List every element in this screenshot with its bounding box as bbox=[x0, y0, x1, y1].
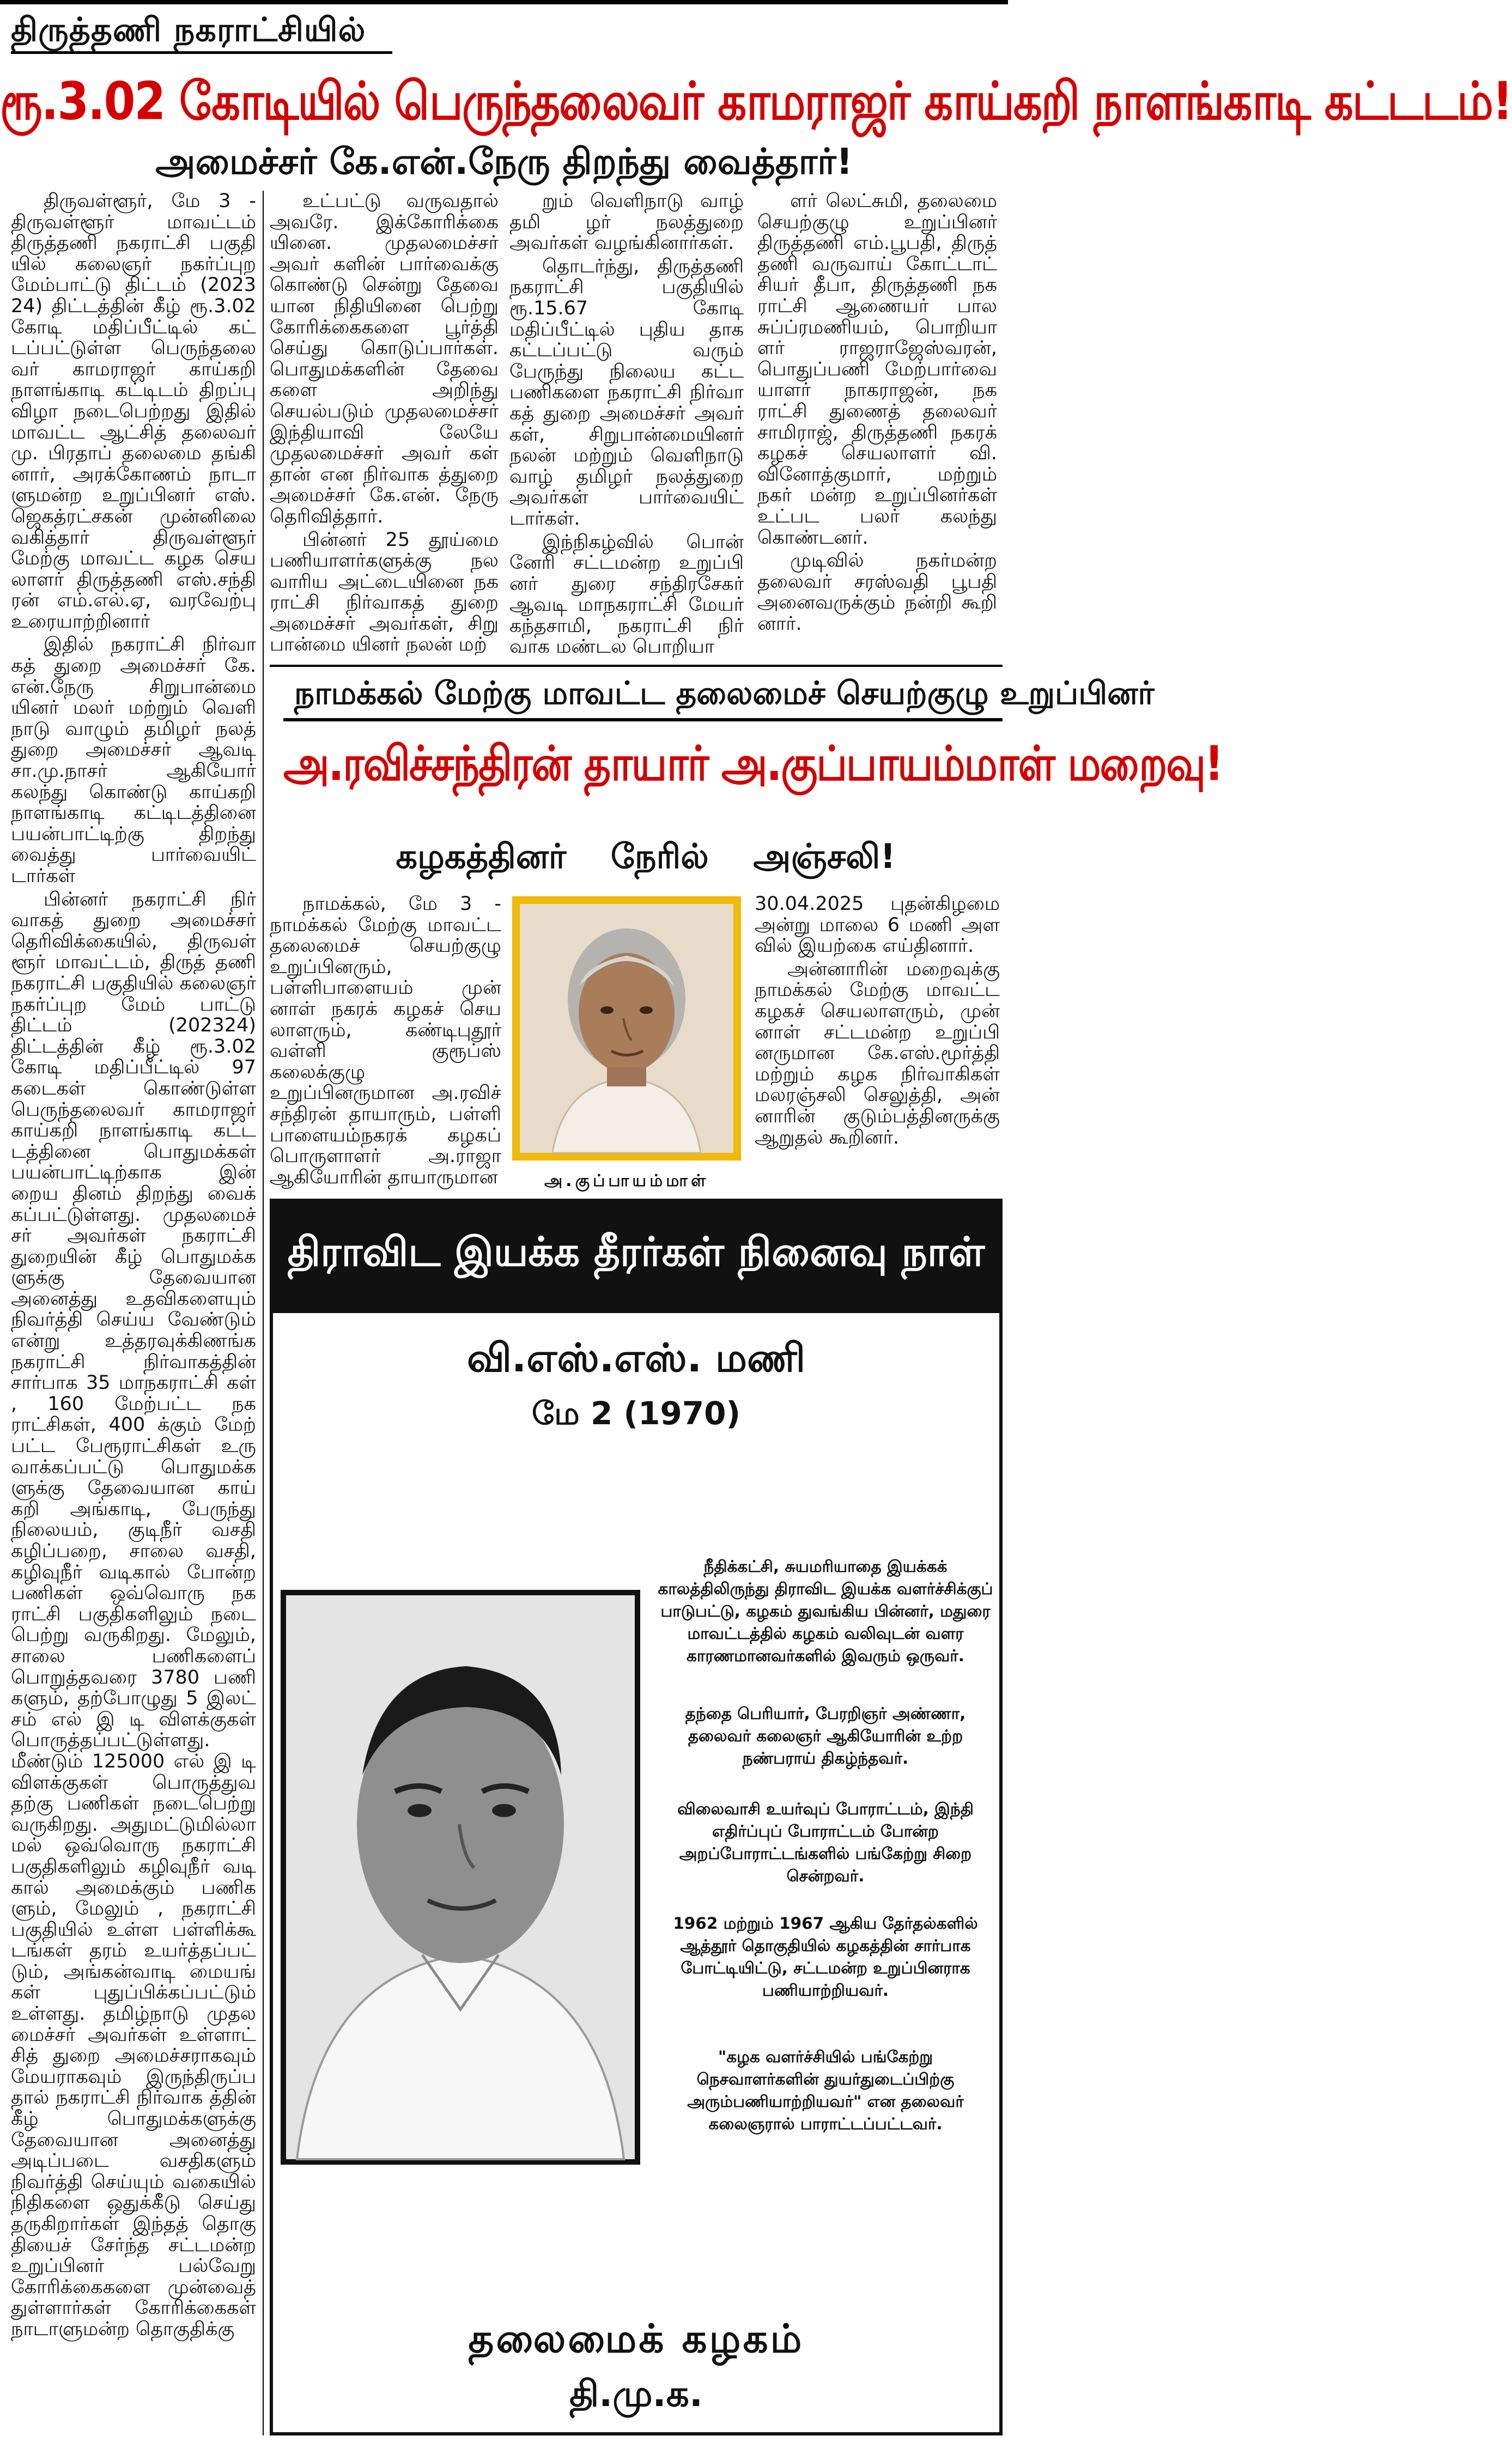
article1-paragraph: பின்னர் நகராட்சி நிர் வாகத் துறை அமைச்சர் தெரிவிக்கையில், திருவள் ளூர் மாவட்டம், திருத் தணி நகராட்சி பகுதியில் கலைஞர் நகர்ப்புற மேம் பாட்டு திட்டம் (202324) திட்டத்தின் கீழ் ரூ.3.02 கோடி மதிப்பீட்டில் 97 கடைகள் கொண்டுள்ள பெருந்தலைவர் காமராஜர் காய்கறி நாளங்காடி கட்ட டத்தினை பொதுமக்கள் பயன்பாட்டிற்காக இன் றைய தினம் திறந்து வைக் கப்பட்டுள்ளது. முதலமைச் சர் அவர்கள் நகராட்சி துறையின் கீழ் பொதுமக்க ளுக்கு தேவையான அனைத்து உதவிகளையும் நிவர்த்தி செய்ய வேண்டும் என்று உத்தரவுக்கிணங்க நகராட்சி நிர்வாகத்தின் சார்பாக 35 மாநகராட்சி கள் , 160 மேற்பட்ட நக ராட்சிகள், 400 க்கும் மேற் பட்ட பேரூராட்சிகள் உரு வாக்கப்பட்டு பொதுமக்க ளுக்கு தேவையான காய் கறி அங்காடி, பேருந்து நிலையம், குடிநீர் வசதி கழிப்பறை, சாலை வசதி, கழிவுநீர் வடிகால் போன்ற பணிகள் ஒவ்வொரு நக ராட்சி பகுதிகளிலும் நடை பெற்று வருகிறது. மேலும், சாலை பணிகளைப் பொறுத்தவரை 3780 பணி களும், தற்போழுது 5 இலட் சம் எல் இ டி விளக்குகள் பொருத்தப்பட்டுள்ளது. மீண்டும் 125000 எல் இ டி விளக்குகள் பொருத்துவ தற்கு பணிகள் நடைபெற்று வருகிறது. அதுமட்டுமில்லா மல் ஒவ்வொரு நகராட்சி பகுதிகளிலும் கழிவுநீர் வடி கால் அமைக்கும் பணிக ளும், மேலும் , நகராட்சி பகுதியில் உள்ள பள்ளிக்கூ டங்கள் தரம் உயர்த்தப்பட் டும், அங்கன்வாடி மையங் கள் புதுப்பிக்கப்பட்டும் உள்ளது. தமிழ்நாடு முதல மைச்சர் அவர்கள் உள்ளாட் சித் துறை அமைச்சராகவும் மேயராகவும் இருந்திருப்ப தால் நகராட்சி நிர்வாக த்தின் கீழ் பொதுமக்களுக்கு தேவையான அனைத்து அடிப்படை வசதிகளும் நிவர்த்தி செய்யும் வகையில் நிதிகளை ஒதுக்கீடு செய்து தருகிறார்கள் இந்தத் தொகு தியைச் சேர்ந்த சட்டமன்ற உறுப்பினர் பல்வேறு கோரிக்கைகளை முன்வைத் துள்ளார்கள் கோரிக்கைகள் நாடாளுமன்ற தொகுதிக்கு bbox=[11, 888, 256, 2340]
memorial-bio-3: விலைவாசி உயர்வுப் போராட்டம், இந்தி எதிர்ப்புப் போராட்டம் போன்ற அறப்போராட்டங்களில் பங்கேற்று சிறை சென்றவர். bbox=[677, 1800, 974, 1885]
article1-paragraph: திருவள்ளூர், மே 3 - திருவள்ளூர் மாவட்டம் திருத்தணி நகராட்சி பகுதி யில் கலைஞர் நகர்ப்புற மேம்பாட்டு திட்டம் (2023 24) திட்டத்தின் கீழ் ரூ.3.02 கோடி மதிப்பீட்டில் கட் டப்பட்டுள்ள பெருந்தலை வர் காமராஜர் காய்கறி நாளங்காடி கட்டிடம் திறப்பு விழா நடைபெற்றது இதில் மாவட்ட ஆட்சித் தலைவர் மு. பிரதாப் தலைமை தங்கி னார், அரக்கோணம் நாடா ளுமன்ற உறுப்பினர் எஸ். ஜெகத்ரட்சகன் முன்னிலை வகித்தார் திருவள்ளூர் மேற்கு மாவட்ட கழக செய லாளர் திருத்தணி எஸ்.சந்தி ரன் எம்.எல்.ஏ, வரவேற்பு உரையாற்றினார் bbox=[11, 190, 256, 633]
column-divider bbox=[263, 191, 264, 2435]
article2-headline: அ.ரவிச்சந்திரன் தாயார் அ.குப்பாயம்மாள் மறைவு! bbox=[283, 736, 1223, 792]
memorial-date: மே 2 (1970) bbox=[531, 1395, 741, 1432]
article1-paragraph: ளர் லெட்சுமி, தலைமை செயற்குழு உறுப்பினர் திருத்தணி எம்.பூபதி, திருத் தணி வருவாய் கோட்டாட் சியர் தீபா, திருத்தணி நக ராட்சி ஆணையர் பால சுப்ப்ரமணியம், பொறியா ளர் ராஜராஜேஸ்வரன், பொதுப்பணி மேற்பார்வை யாளர் நாகராஜன், நக ராட்சி துணைத் தலைவர் சாமிராஜ், திருத்தணி நகரக் கழகச் செயலாளர் வி. வினோத்குமார், மற்றும் நகர் மன்ற உறுப்பினர்கள் உட்பட பலர் கலந்து கொண்டனர். bbox=[757, 190, 997, 549]
memorial-bio-2: தந்தை பெரியார், பேரறிஞர் அண்ணா, தலைவர் கலைஞர் ஆகியோரின் உற்ற நண்பராய் திகழ்ந்தவர். bbox=[685, 1704, 966, 1767]
article2-paragraph: 30.04.2025 புதன்கிழமை அன்று மாலை 6 மணி அள வில் இயற்கை எய்தினார். bbox=[755, 893, 1000, 957]
memorial-photo-frame bbox=[281, 1590, 640, 2165]
article2-column-left bbox=[270, 894, 501, 1199]
article1-kicker: திருத்தணி நகராட்சியில் bbox=[11, 11, 366, 49]
portrait-photo-frame bbox=[512, 896, 741, 1161]
article1-paragraph: முடிவில் நகர்மன்ற தலைவர் சரஸ்வதி பூபதி அனைவருக்கும் நன்றி கூறி னார். bbox=[757, 550, 997, 635]
article1-column-1 bbox=[11, 191, 256, 2435]
section-divider bbox=[270, 665, 1003, 667]
woman-portrait-illustration bbox=[520, 904, 733, 1153]
memorial-footer-title: தலைமைக் கழகம் bbox=[468, 2316, 804, 2361]
memorial-bio-5: "கழக வளர்ச்சியில் பங்கேற்று நெசவாளர்களின் துயர்துடைப்பிற்கு அரும்பணியாற்றியவர்" என தலைவர் கலைஞரால் பாராட்டப்பட்டவர். bbox=[687, 2048, 964, 2133]
article2-paragraph: அன்னாரின் மறைவுக்கு நாமக்கல் மேற்கு மாவட்ட கழகச் செயலாளரும், முன் னாள் சட்டமன்ற உறுப்பி னருமான கே.எஸ்.மூர்த்தி மற்றும் கழக நிர்வாகிகள் மலரஞ்சலி செலுத்தி, அன் னாரின் குடும்பத்தினருக்கு ஆறுதல் கூறினர். bbox=[755, 958, 1000, 1149]
article2-column-right bbox=[755, 894, 1000, 1188]
article2-kicker: நாமக்கல் மேற்கு மாவட்ட தலைமைச் செயற்குழு உறுப்பினர் bbox=[294, 675, 1155, 712]
kicker-underline bbox=[11, 51, 392, 54]
kicker-underline bbox=[283, 718, 1003, 721]
memorial-footer-party: தி.மு.க. bbox=[569, 2373, 703, 2415]
article1-paragraph: தொடர்ந்து, திருத்தணி நகராட்சி பகுதியில் ரூ.15.67 கோடி மதிப்பீட்டில் புதிய தாக கட்டப்பட்டு வரும் பேருந்து நிலைய கட்ட பணிகளை நகராட்சி நிர்வா கத் துறை அமைச்சர் அவர் கள், சிறுபான்மையினர் நலன் மற்றும் வெளிநாடு வாழ் தமிழர் நலத்துறை அவர்கள் பார்வையிட் டார்கள். bbox=[509, 255, 744, 530]
man-portrait-illustration bbox=[286, 1595, 635, 2159]
article1-headline: ரூ.3.02 கோடியில் பெருந்தலைவர் காமராஜர் காய்கறி நாளங்காடி கட்டடம்! bbox=[0, 71, 1512, 132]
memorial-bio-1: நீதிக்கட்சி, சுயமரியாதை இயக்கக் காலத்திலிருந்து திராவிட இயக்க வளர்ச்சிக்குப் பாடுபட்டு, கழகம் துவங்கிய பின்னர், மதுரை மாவட்டத்தில் கழகம் வலிவுடன் வளர காரணமானவர்களில் இவரும் ஒருவர். bbox=[658, 1557, 993, 1665]
memorial-title: திராவிட இயக்க தீரர்கள் நினைவு நாள் bbox=[287, 1229, 985, 1275]
article1-paragraph: பின்னர் 25 தூய்மை பணியாளர்களுக்கு நல வாரிய அட்டையினை நக ராட்சி நிர்வாகத் துறை அமைச்சர் அவர்கள், சிறு பான்மை யினர் நலன் மற் bbox=[270, 529, 499, 656]
top-rule bbox=[0, 0, 1008, 4]
article1-paragraph: உட்பட்டு வருவதால் அவரே. இக்கோரிக்கை யினை. முதலமைச்சர் அவர் களின் பார்வைக்கு கொண்டு சென்று தேவை யான நிதியினை பெற்று கோரிக்கைகளை பூர்த்தி செய்து கொடுப்பார்கள். பொதுமக்களின் தேவை களை அறிந்து செயல்படும் முதலமைச்சர் இந்தியாவி லேயே முதலமைச்சர் அவர் கள் தான் என நிர்வாக த்துறை அமைச்சர் கே.என். நேரு தெரிவித்தார். bbox=[270, 190, 499, 527]
portrait-photo bbox=[520, 904, 733, 1153]
article2-paragraph: நாமக்கல், மே 3 - நாமக்கல் மேற்கு மாவட்ட தலைமைச் செயற்குழு உறுப்பினரும், பள்ளிபாளையம் முன் னாள் நகரக் கழகச் செய லாளரும், கண்டிபுதூர் வள்ளி குரூப்ஸ் கலைக்குழு உறுப்பினருமான அ.ரவிச் சந்திரன் தாயாரும், பள்ளி பாளையம்நகரக் கழகப் பொருளாளர் அ.ராஜா ஆகியோரின் தாயாருமான bbox=[270, 893, 501, 1188]
memorial-photo bbox=[286, 1595, 635, 2159]
portrait-caption: அ.குப்பாயம்மாள் bbox=[544, 1171, 709, 1190]
article1-column-3 bbox=[509, 190, 744, 658]
memorial-name: வி.எஸ்.எஸ். மணி bbox=[466, 1335, 806, 1381]
article1-paragraph: இதில் நகராட்சி நிர்வா கத் துறை அமைச்சர் கே. என்.நேரு சிறுபான்மை யினர் மலர் மற்றும் வெளி நாடு வாழும் தமிழர் நலத் துறை அமைச்சர் ஆவடி சா.மு.நாசர் ஆகியோர் கலந்து கொண்டு காய்கறி நாளங்காடி கட்டிடத்தினை பயன்பாட்டிற்கு திறந்து வைத்து பார்வையிட் டார்கள் bbox=[11, 634, 256, 887]
article1-subhead: அமைச்சர் கே.என்.நேரு திறந்து வைத்தார்! bbox=[155, 141, 853, 183]
article1-column-2 bbox=[270, 190, 499, 656]
article1-paragraph: இந்நிகழ்வில் பொன் னேரி சட்டமன்ற உறுப்பி னர் துரை சந்திரசேகர் ஆவடி மாநகராட்சி மேயர் கந்தசாமி, நகராட்சி நிர் வாக மண்டல பொறியா bbox=[509, 531, 744, 658]
article2-subhead: கழகத்தினர் நேரில் அஞ்சலி! bbox=[396, 836, 896, 876]
memorial-bio-4: 1962 மற்றும் 1967 ஆகிய தேர்தல்களில் ஆத்தூர் தொகுதியில் கழகத்தின் சார்பாக போட்டியிட்டு, சட்டமன்ற உறுப்பினராக பணியாற்றியவர். bbox=[673, 1914, 978, 2000]
article1-column-4 bbox=[757, 191, 997, 637]
article1-paragraph: றும் வெளிநாடு வாழ் தமி ழர் நலத்துறை அவர்கள் வழங்கினார்கள். bbox=[509, 190, 744, 254]
